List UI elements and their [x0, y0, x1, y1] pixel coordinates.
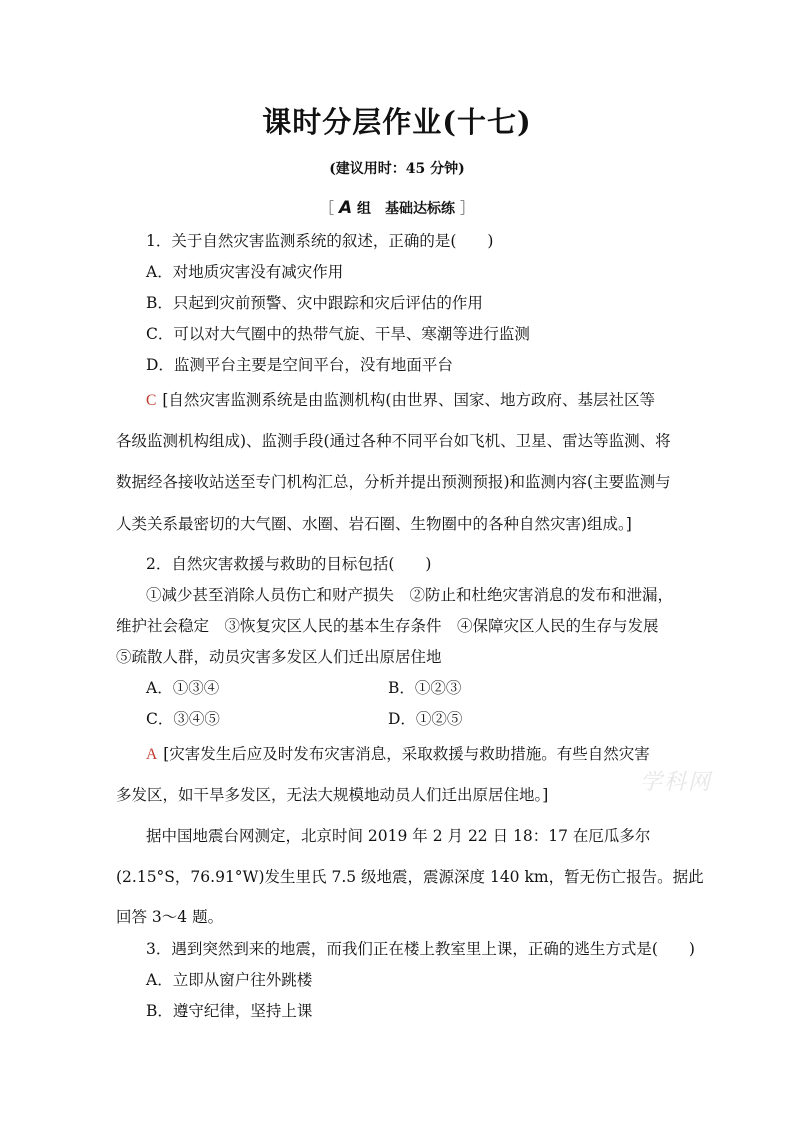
q1-answer-letter: C [146, 392, 157, 409]
group-text: 组 基础达标练 [357, 201, 456, 217]
q2-stem: 2．自然灾害救援与救助的目标包括( ) [146, 555, 432, 573]
q1-option-c: C．可以对大气圈中的热带气旋、干旱、寒潮等进行监测 [146, 325, 530, 343]
q2-option-c: C．③④⑤ [146, 710, 220, 728]
q2-answer-letter: A [146, 746, 158, 763]
q1-answer-line-1 [146, 388, 655, 410]
bracket-open: ［ [319, 199, 335, 217]
q2-item-line-2: 维护社会稳定 ③恢复灾区人民的基本生存条件 ④保障灾区人民的生存与发展 [116, 617, 659, 635]
q2-option-b: B．①②③ [388, 679, 462, 697]
q3-option-b: B．遵守纪律，坚持上课 [146, 1002, 313, 1020]
q1-explanation-1: [自然灾害监测系统是由监测机构(由世界、国家、地方政府、基层社区等 [162, 391, 655, 409]
q2-item-line-3: ⑤疏散人群，动员灾害多发区人们迁出原居住地 [116, 648, 442, 666]
watermark-logo: 学科网 [640, 770, 713, 795]
q2-item-line-1: ①减少甚至消除人员伤亡和财产损失 ②防止和杜绝灾害消息的发布和泄漏， [146, 586, 674, 604]
q1-stem: 1．关于自然灾害监测系统的叙述，正确的是( ) [146, 232, 494, 250]
q1-explanation-2: 各级监测机构组成)、监测手段(通过各种不同平台如飞机、卫星、雷达等监测、将 [116, 432, 671, 450]
page-title: 课时分层作业(十七) [262, 105, 532, 139]
q2-answer-line-1 [146, 742, 650, 764]
passage-line-2: (2.15°S，76.91°W)发生里氏 7.5 级地震，震源深度 140 km，暂无伤亡报告。据此 [116, 868, 704, 886]
group-letter-icon: A [338, 198, 353, 218]
q1-option-b: B．只起到灾前预警、灾中跟踪和灾后评估的作用 [146, 294, 483, 312]
passage-line-3: 回答 3～4 题。 [116, 908, 224, 926]
q2-explanation-1: [灾害发生后应及时发布灾害消息，采取救援与救助措施。有些自然灾害 [163, 745, 650, 763]
q1-explanation-3: 数据经各接收站送至专门机构汇总，分析并提出预测预报)和监测内容(主要监测与 [116, 473, 671, 491]
q3-stem: 3．遇到突然到来的地震，而我们正在楼上教室里上课，正确的逃生方式是( ) [146, 940, 695, 958]
group-heading [0, 197, 794, 218]
q2-option-a: A．①③④ [146, 679, 220, 697]
q3-option-a: A．立即从窗户往外跳楼 [146, 971, 313, 989]
q1-option-a: A．对地质灾害没有减灾作用 [146, 263, 344, 281]
time-note: (建议用时：45 分钟) [329, 161, 465, 177]
q1-explanation-4: 人类关系最密切的大气圈、水圈、岩石圈、生物圈中的各种自然灾害)组成。] [116, 515, 632, 533]
q2-option-d: D．①②⑤ [388, 710, 463, 728]
q1-option-d: D．监测平台主要是空间平台，没有地面平台 [146, 356, 453, 374]
passage-line-1: 据中国地震台网测定，北京时间 2019 年 2 月 22 日 18：17 在厄瓜多尔 [146, 827, 651, 845]
bracket-close: ］ [459, 199, 475, 217]
q2-explanation-2: 多发区，如干旱多发区，无法大规模地动员人们迁出原居住地。] [116, 786, 549, 804]
